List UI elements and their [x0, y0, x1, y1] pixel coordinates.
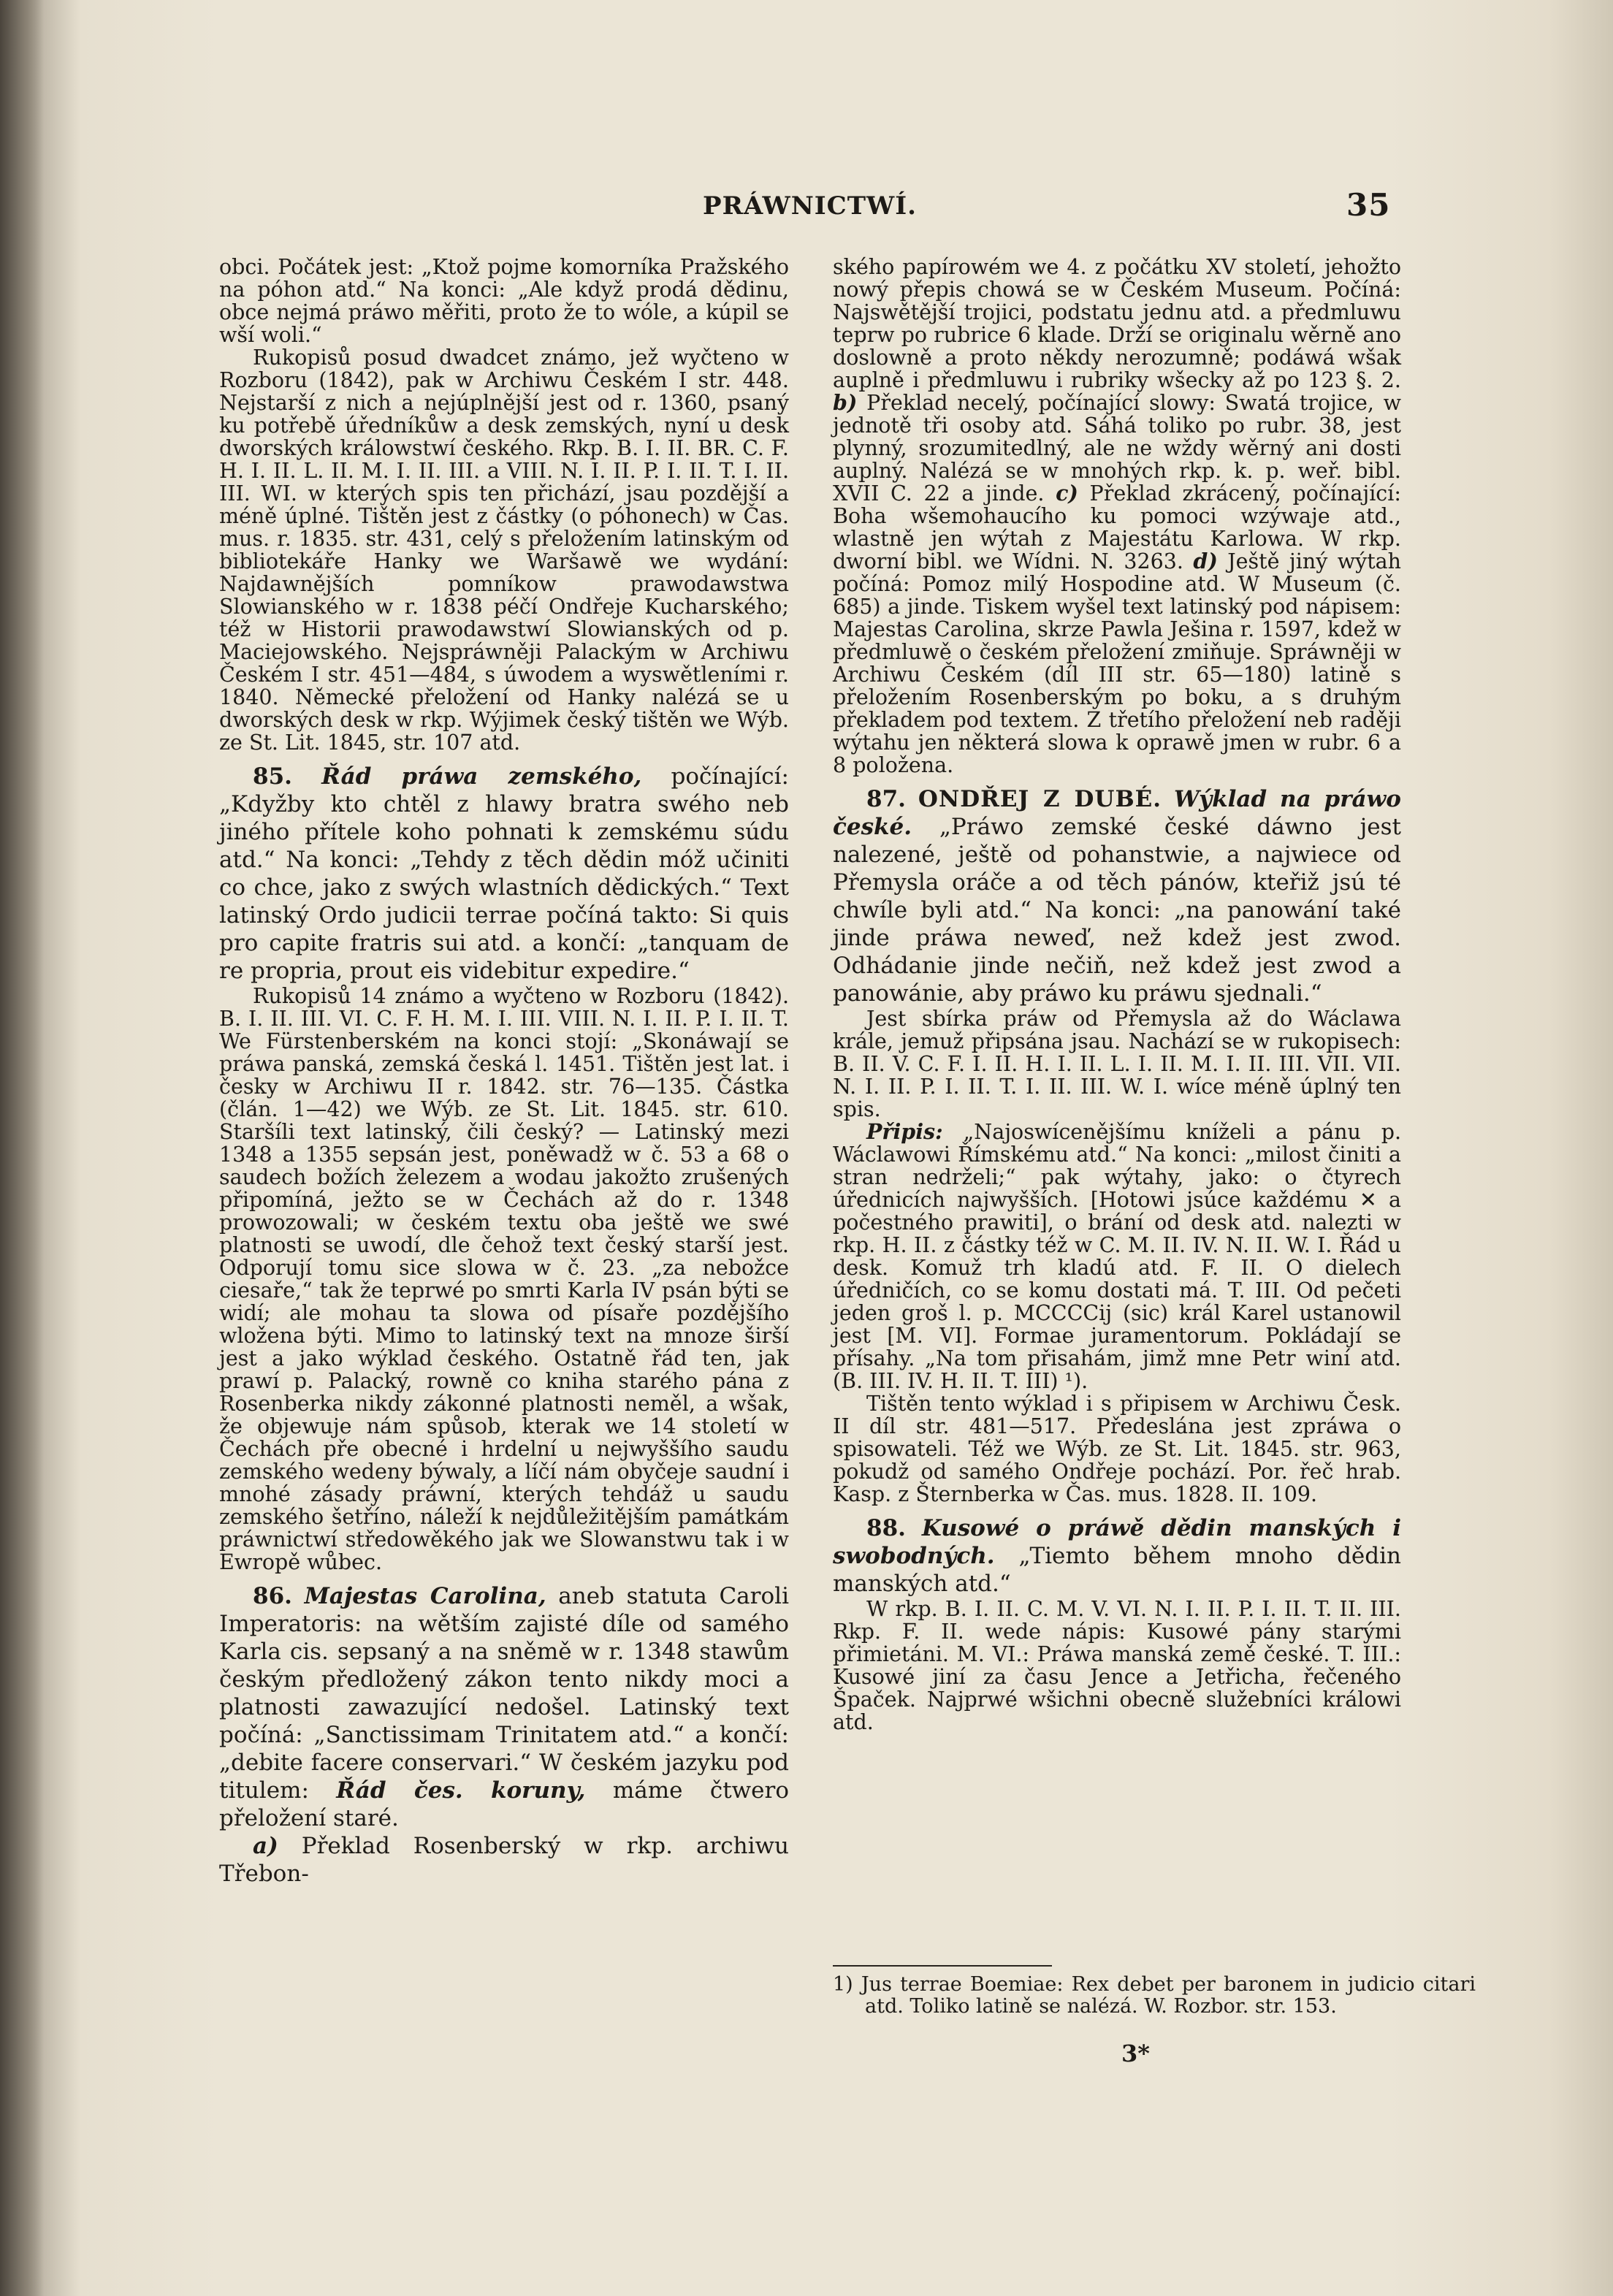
item-text: Překlad Rosenberský w rkp. archiwu Třebon-	[219, 1833, 789, 1887]
section-title-alt: Řád čes. koruny,	[336, 1777, 586, 1804]
paragraph	[833, 1121, 1401, 1392]
section-number: 88.	[866, 1515, 906, 1541]
item-label: Připis:	[866, 1119, 943, 1144]
page-gutter-shadow	[0, 0, 44, 2296]
section-number: 87.	[866, 786, 906, 812]
section-text: počínající: „Kdyžby kto chtěl z hlawy bratra swého neb jiného přítele koho pohnati k zemskému súdu atd.“ Na konci: „Tehdy z těch dědin móž učiniti co chce, jako z swých wlastních dědických.“ Text latinský Ordo judicii terrae počíná takto: Si quis pro capite fratris sui atd. a končí: „tanquam de re propria, prout eis videbitur expedire.“	[219, 763, 789, 984]
section-text: aneb statuta Caroli Imperatoris: na wětším zajisté díle od samého Karla cis. sepsaný a na sněmě w r. 1348 stawům českým předložený zákon tento nikdy moci a platnosti zawazující nedošel. Latinský text počíná: „Sanctissimam Trinitatem atd.“ a končí: „debite facere conservari.“ W českém jazyku pod titulem:	[219, 1583, 789, 1804]
item-label: a)	[253, 1833, 278, 1859]
section-text: máme čtwero přeložení staré.	[219, 1777, 790, 1831]
paragraph: W rkp. B. I. II. C. M. V. VI. N. I. II. P. I. II. T. II. III. Rkp. F. II. wede nápis: Kusowé pány starými přimietáni. M. VI.: Práwa manská země české. T. III.: Kusowé jiní za času Jence a Jetřicha, řečeného Špaček. Najprwé wšichni obecně služebníci králowi atd.	[833, 1597, 1401, 1734]
section-title: Majestas Carolina,	[304, 1583, 546, 1609]
section-author: ONDŘEJ Z DUBÉ.	[918, 786, 1162, 812]
footnote-text: 1) Jus terrae Boemiae: Rex debet per baronem in judicio citari atd. Toliko latině se nalézá. W. Rozbor. str. 153.	[833, 1973, 1476, 2018]
paragraph	[833, 256, 1401, 777]
item-label: c)	[1056, 481, 1078, 506]
left-column	[219, 256, 789, 1888]
paragraph: obci. Počátek jest: „Ktož pojme komorníka Pražského na póhon atd.“ Na konci: „Ale když prodá dědinu, obce nejmá práwo měřiti, proto že to wóle, a kúpil se wší woli.“	[219, 255, 789, 347]
item-text: ského papírowém we 4. z počátku XV století, jehožto nowý přepis chowá se w Českém Museum. Počíná: Najswětější trojici, podstatu jednu atd. a předmluwu teprw po rubrice 6 klade. Drží se originalu wěrně ano doslowně a proto někdy nerozumně; podáwá wšak auplně i předmluwu i rubriky wšecky až po 123 §. 2.	[833, 255, 1401, 392]
running-title: PRÁWNICTWÍ.	[703, 191, 917, 221]
signature-mark: 3*	[1121, 2040, 1150, 2067]
section-number: 85.	[253, 763, 292, 790]
section-87	[833, 785, 1401, 1007]
page-number: 35	[1346, 187, 1391, 223]
section-85	[219, 763, 789, 985]
section-title: Řád práwa zemského,	[321, 763, 642, 790]
section-title: Kusowé o práwě dědin manských i swobodných.	[833, 1515, 1401, 1569]
section-text: „Tiemto během mnoho dědin manských atd.“	[833, 1543, 1402, 1597]
section-text: „Práwo zemské české dáwno jest nalezené, ještě od pohanstwie, a najwiece od Přemysla oráče a od těch pánów, kteřiž jsú té chwíle byli atd.“ Na konci: „na panowání také jinde práwa neweď, než kdež jest zwod. Odhádanie jinde nečiň, než kdež jest zwod a panowánie, aby práwo ku práwu sjednali.“	[833, 814, 1401, 1007]
item-text: „Najoswícenějšímu kníželi a pánu p. Wáclawowi Římskému atd.“ Na konci: „milost činiti a stran nedrželi;“ pak wýtahy, jako: o čtyrech úřednicích najwyšších. [Hotowi jsúce každému ✕ a počestného prawiti], o brání od desk atd. nalezti w rkp. H. II. z částky též w C. M. II. IV. N. II. W. I. Řád u desk. Komuž trh kladú atd. F. II. O dielech úředničích, co se komu dostati má. T. III. Od pečeti jeden groš l. p. MCCCCij (sic) král Karel ustanowil jest [M. VI]. Formae juramentorum. Pokládají se přísahy. „Na tom přisahám, jimž mne Petr winí atd. (B. III. IV. H. II. T. III) ¹).	[833, 1120, 1401, 1393]
paragraph: Tištěn tento wýklad i s připisem w Archiwu Česk. II díl str. 481—517. Předeslána jest zpráwa o spisowateli. Též we Wýb. ze St. Lit. 1845. str. 963, pokudž od samého Ondřeje pochází. Por. řeč hrab. Kasp. z Šternberka w Čas. mus. 1828. II. 109.	[833, 1392, 1401, 1506]
item-text: Překlad zkrácený, počínající: Boha wšemohaucího ku pomoci wzýwaje atd., wlastně jen wýtah z Majestátu Karlowa. W rkp. dworní bibl. we Wídni. N. 3263.	[833, 481, 1401, 573]
section-86	[219, 1582, 789, 1832]
paragraph: Jest sbírka práw od Přemysla až do Wáclawa krále, jemuž připsána jsau. Nachází se w rukopisech: B. II. V. C. F. I. II. H. I. II. L. I. II. M. I. II. III. VII. VII. N. I. II. P. I. II. T. I. II. III. W. I. wíce méně úplný ten spis.	[833, 1007, 1401, 1121]
section-title: Wýklad na práwo české.	[833, 786, 1401, 840]
right-column	[833, 256, 1401, 1734]
item-label: b)	[833, 390, 858, 415]
item-text: Ještě jiný wýtah počíná: Pomoz milý Hospodine atd. W Museum (č. 685) a jinde. Tiskem wyšel text latinský pod nápisem: Majestas Carolina, skrze Pawla Ješina r. 1597, kdež w předmluwě o českém přeložení zmiňuje. Spráwněji w Archiwu Českém (díl III str. 65—180) latině s přeložením Rosenberským po boku, a s druhým překladem pod textem. Z třetího přeložení neb raději wýtahu jen některá slowa k oprawě jmen w rubr. 6 a 8 položena.	[833, 549, 1402, 777]
paragraph: Rukopisů posud dwadcet známo, jež wyčteno w Rozboru (1842), pak w Archiwu Českém I str. 448. Nejstarší z nich a nejúplnější jest od r. 1360, psaný ku potřebě úředníkůw a desk zemských, nyní u desk dworských králowstwí českého. Rkp. B. I. II. BR. C. F. H. I. II. L. II. M. I. II. III. a VIII. N. I. II. P. I. II. T. I. II. III. WI. w kterých spis ten přichází, jsau pozdější a méně úplné. Tištěn jest z částky (o póhonech) w Čas. mus. r. 1835. str. 431, celý s přeložením latinským od bibliotekáře Hanky we Waršawě we wydání: Najdawnějších pomníkow prawodawstwa Slowianského w r. 1838 péčí Ondřeje Kucharského; též w Historii prawodawstwí Slowianských od p. Maciejowského. Nejspráwněji Palackým w Archiwu Českém I str. 451—484, s úwodem a wyswětleními r. 1840. Německé přeložení od Hanky nalézá se u dworských desk w rkp. Wýjimek český tištěn we Wýb. ze St. Lit. 1845, str. 107 atd.	[219, 346, 789, 755]
section-number: 86.	[253, 1583, 292, 1609]
section-88	[833, 1514, 1401, 1598]
item-text: Překlad necelý, počínající slowy: Swatá trojice, w jednotě tři osoby atd. Sáhá toliko po rubr. 38, jest plynný, srozumitedlný, ale ne wždy wěrný ani dosti auplný. Nalézá se w mnohých rkp. k. p. weř. bibl. XVII C. 22 a jinde.	[833, 391, 1402, 506]
footnote-rule	[833, 1965, 1052, 1967]
paragraph	[219, 1832, 789, 1888]
item-label: d)	[1193, 549, 1218, 573]
paragraph: Rukopisů 14 známo a wyčteno w Rozboru (1842). B. I. II. III. VI. C. F. H. M. I. III. VIII. N. I. II. P. I. II. T. We Fürstenberském na konci stojí: „Skonáwají se práwa panská, zemská česká l. 1451. Tištěn jest lat. i česky w Archiwu II r. 1842. str. 76—135. Částka (člán. 1—42) we Wýb. ze St. Lit. 1845. str. 610. Staršíli text latinský, čili český? — Latinský mezi 1348 a 1355 sepsán jest, poněwadž w č. 53 a 68 o saudech božích železem a wodau jakožto zrušených připomíná, ježto se w Čechách až do r. 1348 prowozowali; w českém textu oba ještě we swé platnosti se uwodí, dle čehož text český starší jest. Odporují tomu sice slowa w č. 23. „za nebožce ciesaře,“ tak že teprwé po smrti Karla IV psán býti se widí; ale mohau ta slowa od písaře pozdějšího wložena býti. Mimo to latinský text na mnoze širší jest a jako wýklad českého. Ostatně řád ten, jak prawí p. Palacký, rowně co kniha starého pána z Rosenberka nikdy zákonné platnosti neměl, a wšak, že objewuje nám spůsob, kterak we 14 století w Čechách pře obecné i hrdelní u nejwyššího saudu zemského wedeny býwaly, a líčí nám obyčeje saudní i mnohé zásady práwní, kterých tehdáž u saudu zemského šetříno, náleží k nejdůležitějším památkám práwnictwí středowěkého jak we Slowanstwu tak i w Ewropě wůbec.	[219, 984, 789, 1574]
footnote	[833, 1974, 1476, 2018]
